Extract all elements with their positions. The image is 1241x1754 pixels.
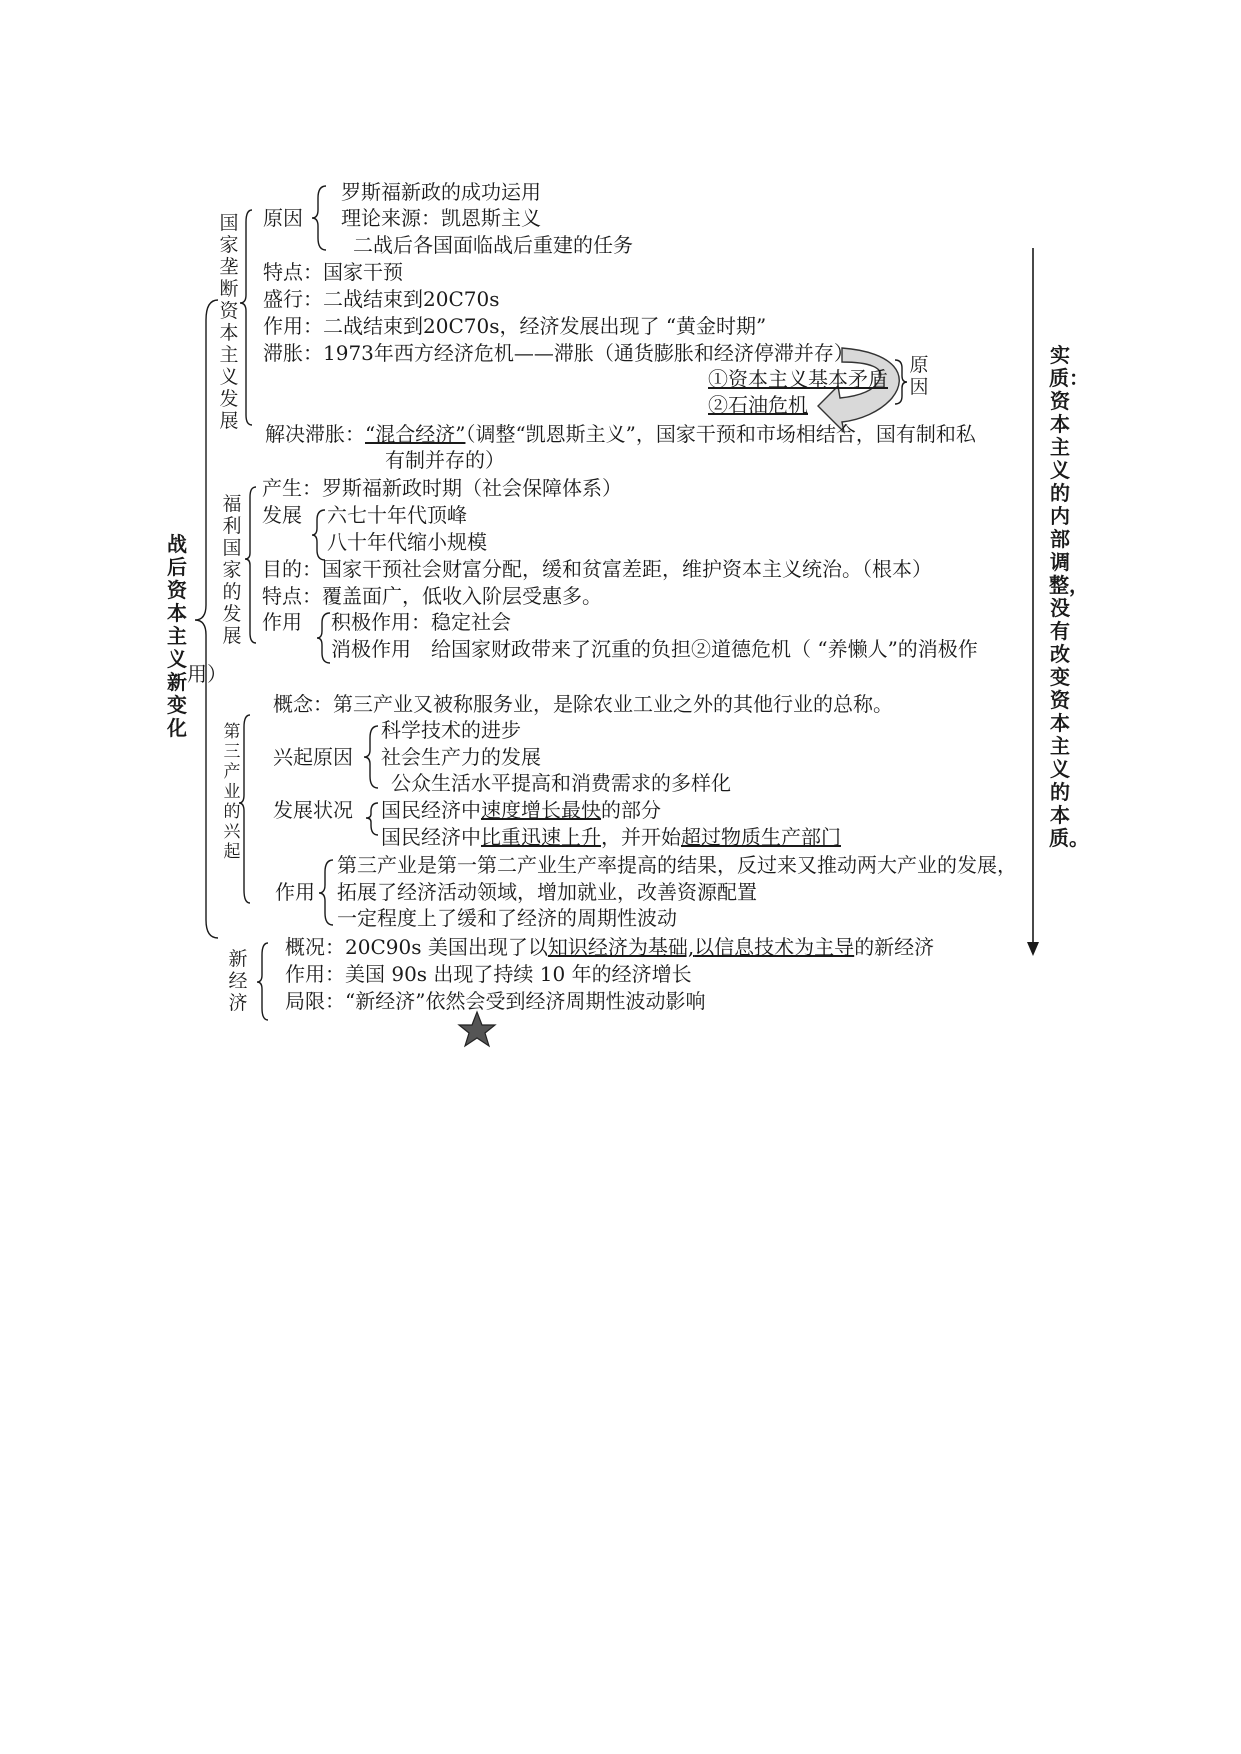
sec2-purpose: 目的：国家干预社会财富分配，缓和贫富差距，维护资本主义统治。（根本） [262, 557, 932, 581]
dev-brace [312, 510, 325, 560]
effect3-brace [319, 860, 333, 925]
sec4-brace [257, 943, 268, 1020]
sec4-title: 新经济 [228, 948, 248, 1014]
sec3-effect-2: 拓展了经济活动领域，增加就业，改善资源配置 [337, 880, 757, 904]
star-icon [459, 1012, 495, 1046]
sec3-status-2 [381, 825, 841, 849]
sec3-status-1u: 速度增长最快 [481, 798, 601, 822]
sec3-status-2b: ，并开始 [601, 825, 681, 849]
sec4-overview-a: 概况：20C90s 美国出现了以 [285, 935, 548, 959]
sec4-overview-b: 的新经济 [854, 935, 935, 959]
sec3-status-2a: 国民经济中 [381, 825, 481, 849]
cause-brace [312, 186, 326, 250]
sec1-title: 国家垄断资本主义发展 [219, 212, 239, 432]
sec3-status-2u: 比重迅速上升 [481, 825, 601, 849]
sec2-dev-label: 发展 [262, 503, 302, 527]
sec1-cause-2: 理论来源：凯恩斯主义 [341, 206, 541, 230]
conclusion-arrowhead [1027, 942, 1039, 956]
sec1-solve-key: “混合经济” [365, 422, 466, 446]
sec1-solve [265, 422, 976, 446]
sec1-feature: 特点：国家干预 [263, 260, 403, 284]
sec2-effect-label: 作用 [262, 610, 302, 634]
sec3-effect-label: 作用 [275, 880, 315, 904]
sec3-concept: 概念：第三产业又被称服务业，是除农业工业之外的其他行业的总称。 [273, 692, 893, 716]
sec3-status-label: 发展状况 [273, 798, 353, 822]
sec1-effect: 作用：二战结束到20C70s，经济发展出现了 “黄金时期” [263, 314, 767, 338]
sec1-solve-rest: （调整“凯恩斯主义”，国家干预和市场相结合，国有制和私 [465, 422, 976, 446]
sec1-brace [240, 210, 252, 425]
sec2-title: 福利国家的发展 [222, 493, 242, 647]
root-brace [195, 300, 218, 938]
conclusion-text: 实质：资本主义的内部调整，没有改变资本主义的本质。 [1049, 343, 1089, 850]
sec3-rise-1: 科学技术的进步 [381, 718, 521, 742]
effect2-brace [317, 613, 330, 663]
sec3-status-1 [381, 798, 661, 822]
sec3-title: 第三产业的兴起 [223, 722, 241, 862]
sec1-solve-prefix: 解决滞胀： [265, 422, 365, 446]
sec4-limit: 局限：“新经济”依然会受到经济周期性波动影响 [285, 989, 706, 1013]
sec3-effect-1: 第三产业是第一第二产业生产率提高的结果，反过来又推动两大产业的发展， [337, 853, 1017, 877]
sec1-solve-line2: 有制并存的） [385, 448, 505, 472]
sec4-overview-u1: 知识经济为基础, [547, 935, 695, 959]
sec2-dev-1: 六七十年代顶峰 [327, 503, 467, 527]
sec2-brace [245, 487, 256, 643]
sec1-reason-label: 原因 [909, 354, 929, 398]
sec1-cause-3: 二战后各国面临战后重建的任务 [353, 233, 633, 257]
sec3-rise-2: 社会生产力的发展 [381, 745, 541, 769]
sec3-rise-3: 公众生活水平提高和消费需求的多样化 [391, 771, 731, 795]
sec3-rise-label: 兴起原因 [273, 745, 353, 769]
sec1-reason-1: ①资本主义基本矛盾 [708, 367, 888, 391]
sec4-overview [285, 935, 934, 959]
sec3-effect-3: 一定程度上了缓和了经济的周期性波动 [337, 906, 677, 930]
root-title: 战后资本主义新变化 [167, 532, 187, 740]
sec4-effect: 作用：美国 90s 出现了持续 10 年的经济增长 [285, 962, 692, 986]
sec4-overview-u2: 以信息技术为主导 [694, 935, 855, 959]
sec3-status-1a: 国民经济中 [381, 798, 481, 822]
sec2-origin: 产生：罗斯福新政时期（社会保障体系） [262, 476, 622, 500]
sec3-status-1b: 的部分 [601, 798, 661, 822]
sec2-positive: 积极作用：稳定社会 [331, 610, 511, 634]
sec1-reason-2: ②石油危机 [708, 393, 808, 417]
status-brace [366, 803, 378, 835]
sec1-cause-1: 罗斯福新政的成功运用 [341, 180, 541, 204]
sec1-prevalence: 盛行：二战结束到20C70s [263, 287, 500, 311]
sec2-dev-2: 八十年代缩小规模 [327, 530, 487, 554]
rise-brace [364, 726, 378, 788]
sec1-stagflation: 滞胀：1973年西方经济危机——滞胀（通货膨胀和经济停滞并存） [263, 341, 854, 365]
sec2-feature: 特点：覆盖面广，低收入阶层受惠多。 [262, 584, 602, 608]
sec2-negative-tail: 用） [187, 662, 227, 686]
sec3-status-2u2: 超过物质生产部门 [681, 825, 841, 849]
sec1-cause-label: 原因 [263, 206, 303, 230]
sec2-negative: 消极作用 给国家财政带来了沉重的负担②道德危机（ “养懒人”的消极作 [331, 637, 978, 661]
